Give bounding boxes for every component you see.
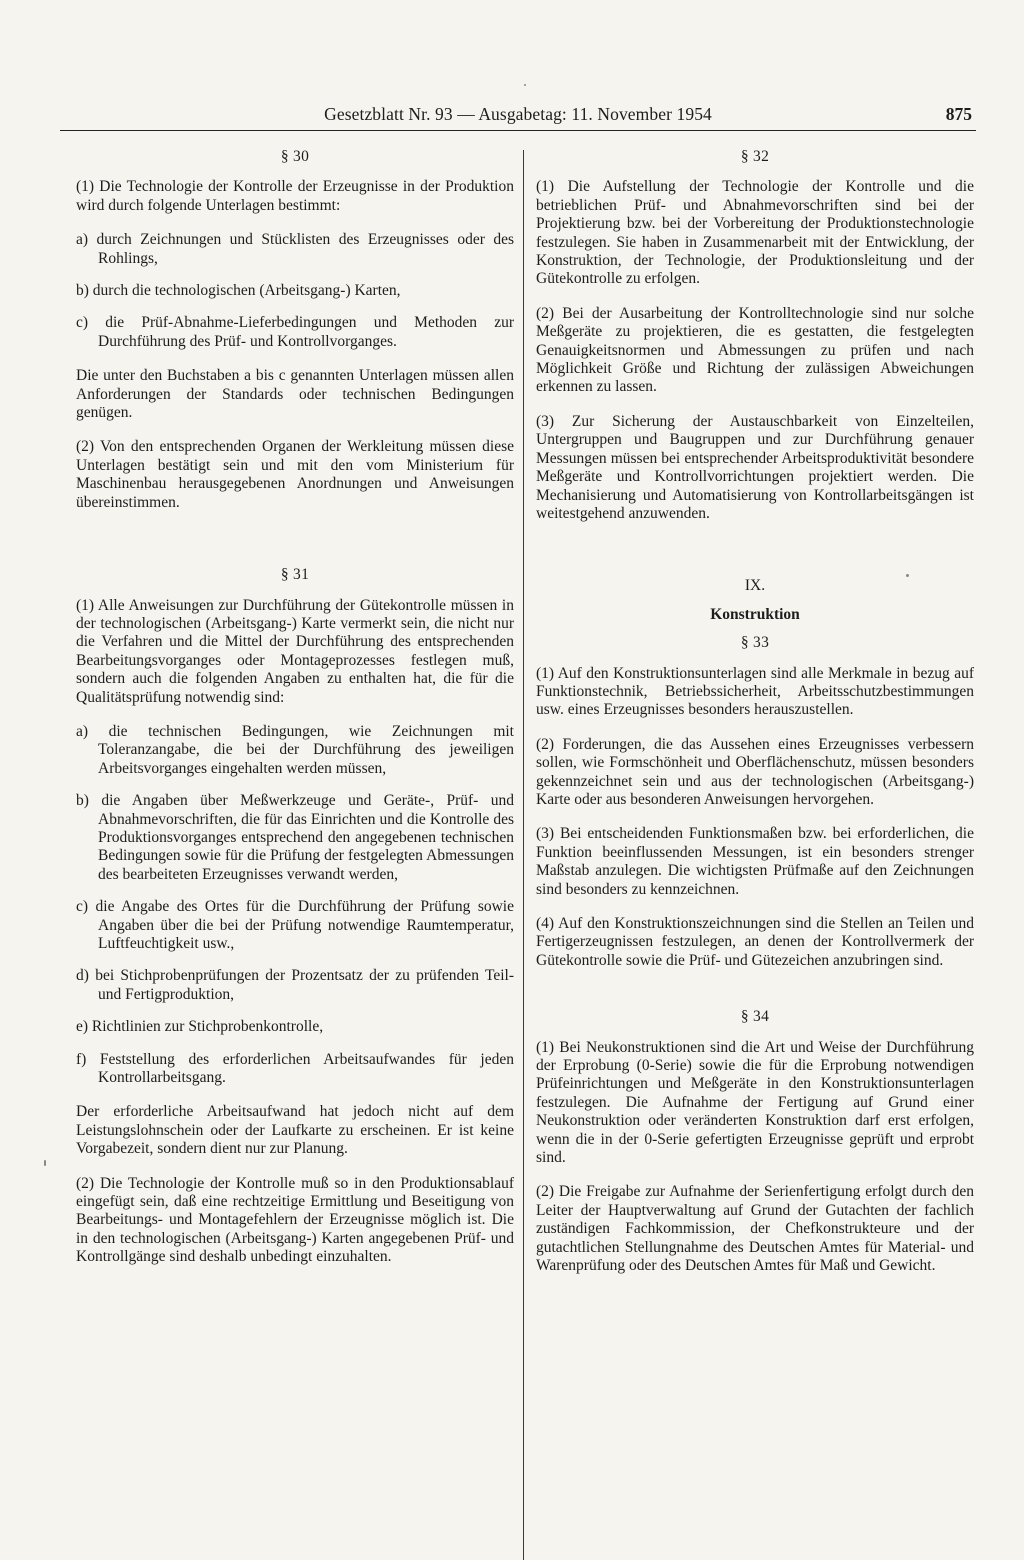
- section-34-paragraph-2: (2) Die Freigabe zur Aufnahme der Serienfertigung erfolgt durch den Leiter der Hauptverwaltung auf Grund der Gutachten der fachlich zuständigen Fachkommission, der Chefkonstrukteure und der gutachtlichen Stellungnahme des Deutschen Amtes für Material- und Warenprüfung oder des Deutschen Amtes für Maß und Gewicht.: [536, 1183, 974, 1275]
- scan-speck: [906, 574, 909, 577]
- list-item: b) die Angaben über Meßwerkzeuge und Geräte-, Prüf- und Abnahmevorschriften, die für das Einrichten und die Kontrolle des Produktionsvorganges entsprechend den angegebenen technischen Bedingungen sowie für die Prüfung der festgelegten Abmessungen des bearbeiteten Erzeugnisses verwandt werden,: [76, 792, 514, 883]
- list-item: f) Feststellung des erforderlichen Arbeitsaufwandes für jeden Kontrollarbeitsgang.: [76, 1050, 514, 1087]
- list-item: d) bei Stichprobenprüfungen der Prozentsatz der zu prüfenden Teil- und Fertigproduktion,: [76, 967, 514, 1003]
- section-31-title: § 31: [280, 566, 310, 584]
- list-item: c) die Prüf-Abnahme-Lieferbedingungen und Methoden zur Durchführung des Prüf- und Kontrollvorganges.: [76, 314, 514, 350]
- section-31-paragraph-2: Der erforderliche Arbeitsaufwand hat jedoch nicht auf dem Leistungslohnschein oder der Laufkarte zu erscheinen. Er ist keine Vorgabezeit, sondern dient nur zur Planung.: [76, 1103, 514, 1158]
- list-item: a) durch Zeichnungen und Stücklisten des Erzeugnisses oder des Rohlings,: [76, 231, 514, 267]
- section-31-paragraph-3: (2) Die Technologie der Kontrolle muß so in den Produktionsablauf eingefügt sein, daß eine rechtzeitige Ermittlung und Beseitigung von Bearbeitungs- und Montagefehlern der Erzeugnisse möglich ist. Die in den technologischen (Arbeitsgang-) Karten angegebenen Prüf- und Kontrollgänge sind deshalb unbedingt einzuhalten.: [76, 1174, 514, 1266]
- list-item: e) Richtlinien zur Stichprobenkontrolle,: [76, 1018, 324, 1036]
- scan-speck: [524, 84, 526, 86]
- section-32-title: § 32: [740, 148, 770, 165]
- right-column: [536, 148, 974, 1292]
- section-33-title: § 33: [740, 634, 770, 652]
- scan-speck: [44, 1160, 46, 1166]
- section-30-list: [76, 231, 514, 351]
- section-34-paragraph-1: (1) Bei Neukonstruktionen sind die Art und Weise der Durchführung der Erprobung (0-Serie) sowie die für die Erprobung notwendigen Prüfeinrichtungen und Meßgeräte in den Konstruktionsunterlagen festzulegen. Die Aufnahme der Fertigung auf Grund einer Neukonstruktion oder veränderten Konstruktion darf erst erfolgen, wenn die in der 0-Serie gefertigten Erzeugnisse geprüft und erprobt sind.: [536, 1038, 974, 1167]
- section-31-paragraph-1: (1) Alle Anweisungen zur Durchführung der Gütekontrolle müssen in der technologischen (Arbeitsgang-) Karte vermerkt sein, die nicht nur die Verfahren und die Mittel der Durchführung des entsprechenden Bearbeitungsvorganges oder Montageprozesses festlegen muß, sondern auch die folgenden Angaben zu enthalten hat, die für die Qualitätsprüfung notwendig sind:: [76, 596, 514, 706]
- chapter-name: Konstruktion: [710, 605, 800, 623]
- section-33-paragraph-2: (2) Forderungen, die das Aussehen eines Erzeugnisses verbessern sollen, wie Formschönheit und Oberflächenschutz, müssen besonders gekennzeichnet sein und aus der technologischen (Arbeitsgang-) Karte oder aus besonderen Anweisungen hervorgehen.: [536, 735, 974, 808]
- section-32-paragraph-2: (2) Bei der Ausarbeitung der Kontrolltechnologie sind nur solche Meßgeräte zu projektieren, die es gestatten, die festgelegten Genauigkeitsnormen und Abmessungen zu prüfen und nach Möglichkeit Größe und Richtung der zulässigen Abweichungen erkennen zu lassen.: [536, 304, 974, 396]
- section-33-paragraph-3: (3) Bei entscheidenden Funktionsmaßen bzw. bei erforderlichen, die Funktion beeinflussenden Messungen, ist ein besonders strenger Maßstab anzulegen. Die wichtigsten Prüfmaße auf den Zeichnungen sind besonders zu kennzeichnen.: [536, 825, 974, 898]
- section-30-paragraph-1: (1) Die Technologie der Kontrolle der Erzeugnisse in der Produktion wird durch folgende Unterlagen bestimmt:: [76, 178, 514, 214]
- page-number: 875: [945, 104, 972, 124]
- left-column: [76, 148, 514, 1283]
- section-32-paragraph-1: (1) Die Aufstellung der Technologie der Kontrolle und die betrieblichen Prüf- und Abnahmevorschriften sind bei der Projektierung bzw. bei der Vorbereitung der Produktionstechnologie festzulegen. Sie haben in Zusammenarbeit mit der Entwicklung, der Konstruktion, der Technologie, der Produktionsleitung und der Gütekontrolle zu erfolgen.: [536, 178, 974, 288]
- section-32-paragraph-3: (3) Zur Sicherung der Austauschbarkeit von Einzelteilen, Untergruppen und Baugruppen und zur Durchführung genauer Messungen müssen bei entsprechender Arbeitsproduktivität besondere Meßgeräte und Kontrollvorrichtungen projektiert werden. Die Mechanisierung und Automatisierung von Kontrollarbeitsgängen ist weitestgehend anzuwenden.: [536, 412, 974, 522]
- section-30-paragraph-3: (2) Von den entsprechenden Organen der Werkleitung müssen diese Unterlagen bestätigt sein und mit den vom Ministerium für Maschinenbau herausgegebenen Anordnungen und Anweisungen übereinstimmen.: [76, 438, 514, 511]
- section-34-title: § 34: [740, 1008, 770, 1026]
- section-33-paragraph-1: (1) Auf den Konstruktionsunterlagen sind alle Merkmale in bezug auf Funktionstechnik, Betriebssicherheit, Arbeitsschutzbestimmungen usw. eines Erzeugnisses besonders herauszustellen.: [536, 664, 974, 719]
- section-30-title: § 30: [280, 148, 310, 165]
- list-item: b) durch die technologischen (Arbeitsgang-) Karten,: [76, 282, 401, 300]
- list-item: a) die technischen Bedingungen, wie Zeichnungen mit Toleranzangabe, die bei der Durchführung des jeweiligen Arbeitsvorganges eingehalten werden müssen,: [76, 722, 514, 777]
- header-title: Gesetzblatt Nr. 93 — Ausgabetag: 11. November 1954: [324, 104, 712, 124]
- list-item: c) die Angabe des Ortes für die Durchführung der Prüfung sowie Angaben über die bei der Prüfung notwendige Raumtemperatur, Luftfeuchtigkeit usw.,: [76, 898, 514, 952]
- section-30-paragraph-2: Die unter den Buchstaben a bis c genannten Unterlagen müssen allen Anforderungen der Standards oder technischen Bedingungen genügen.: [76, 367, 514, 422]
- column-divider: [523, 150, 524, 1560]
- chapter-number: IX.: [744, 577, 766, 595]
- section-33-paragraph-4: (4) Auf den Konstruktionszeichnungen sind die Stellen an Teilen und Fertigerzeugnissen festzulegen, an denen der Kontrollvermerk der Gütekontrolle sowie die Prüf- und Gütezeichen anzubringen sind.: [536, 915, 974, 969]
- page-header: [60, 104, 976, 131]
- section-31-list: [76, 723, 514, 1088]
